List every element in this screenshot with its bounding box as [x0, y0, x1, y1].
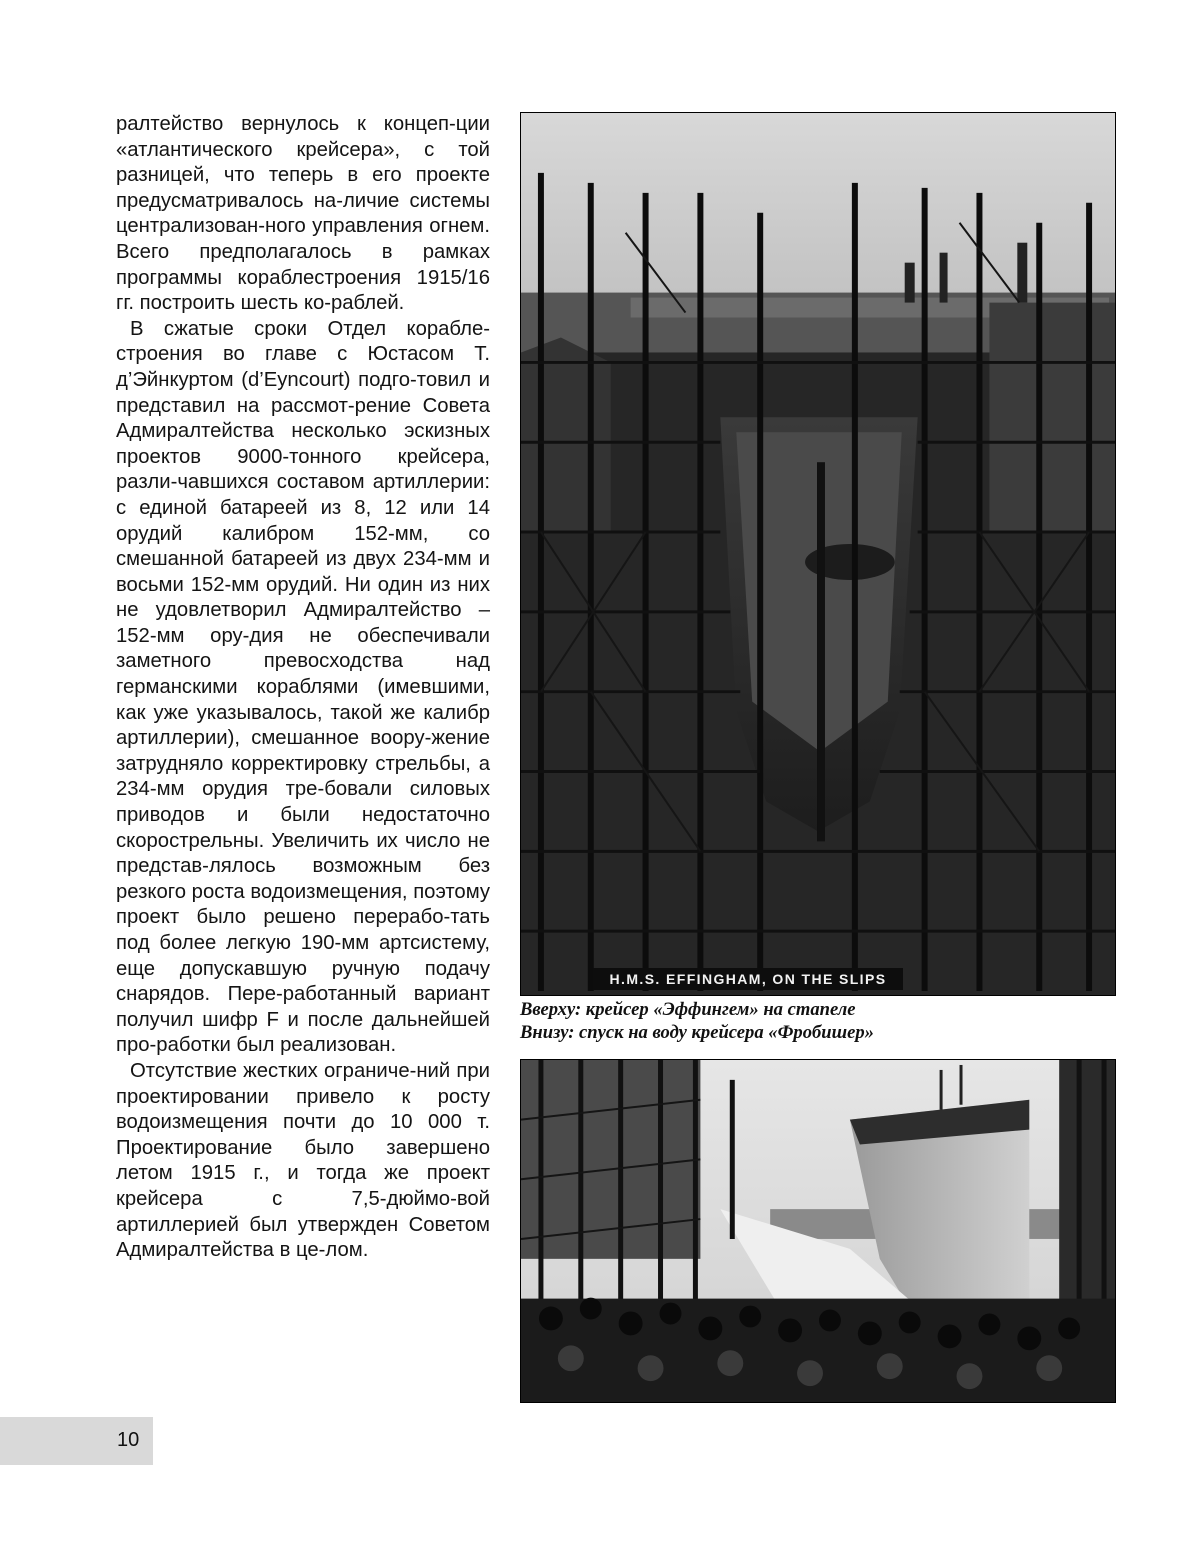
caption-line-top: Вверху: крейсер «Эффингем» на стапеле: [520, 999, 856, 1020]
paragraph-1: ралтейство вернулось к концеп-ции «атлантического крейсера», с той разницей, что теперь в его проекте предусматривалось на-личие системы централизован-ного управления огнем. Всего предполагалось в рамках программы кораблестроения 1915/16 гг. построить шесть ко-раблей.: [116, 113, 490, 315]
slipway-illustration: [521, 113, 1115, 995]
paragraph-2: В сжатые сроки Отдел корабле-строения во главе с Юстасом Т. д’Эйнкуртом (d’Eyncourt) подго-товил и представил на рассмот-рение Совета Адмиралтейства несколько эскизных проектов 9000-тонного крейсера, разли-чавшихся составом артиллерии: с единой батареей из 8, 12 или 14 орудий калибром 152-мм, со смешанной батареей из двух 234-мм и восьми 152-мм орудий. Ни один из них не удовлетворил Адмиралтейство – 152-мм ору-дия не обеспечивали заметного превосходства над германскими кораблями (имевшими, как уже указывалось, такой же калибр артиллерии), смешанное воору-жение затрудняло корректировку стрельбы, а 234-мм орудия тре-бовали силовых приводов и были недостаточно скорострельны. Увеличить их число не представ-лялось возможным без резкого роста водоизмещения, поэтому проект было решено перерабо-тать под более легкую 190-мм артсистему, еще допускавшую ручную подачу снарядов. Пере-работанный вариант получил шифр F и после дальнейшей про-работки был реализован.: [116, 317, 491, 1057]
photo-caption: [520, 998, 1120, 1044]
photo-effingham-on-slipway: [520, 112, 1116, 996]
photo-frobisher-launch: [520, 1059, 1116, 1403]
page-number: 10: [117, 1429, 140, 1451]
launch-illustration: [521, 1060, 1115, 1402]
photo-plate-label: H.M.S. EFFINGHAM, ON THE SLIPS: [593, 968, 903, 990]
paragraph-3: Отсутствие жестких ограниче-ний при проектировании привело к росту водоизмещения почти до 10 000 т. Проектирование было завершено летом 1915 г., и тогда же проект крейсера с 7,5-дюймо-вой артиллерией был утвержден Советом Адмиралтейства в це-лом.: [116, 1059, 490, 1262]
body-text-column: [116, 112, 490, 1264]
caption-line-bottom: Внизу: спуск на воду крейсера «Фробишер»: [520, 1022, 874, 1043]
